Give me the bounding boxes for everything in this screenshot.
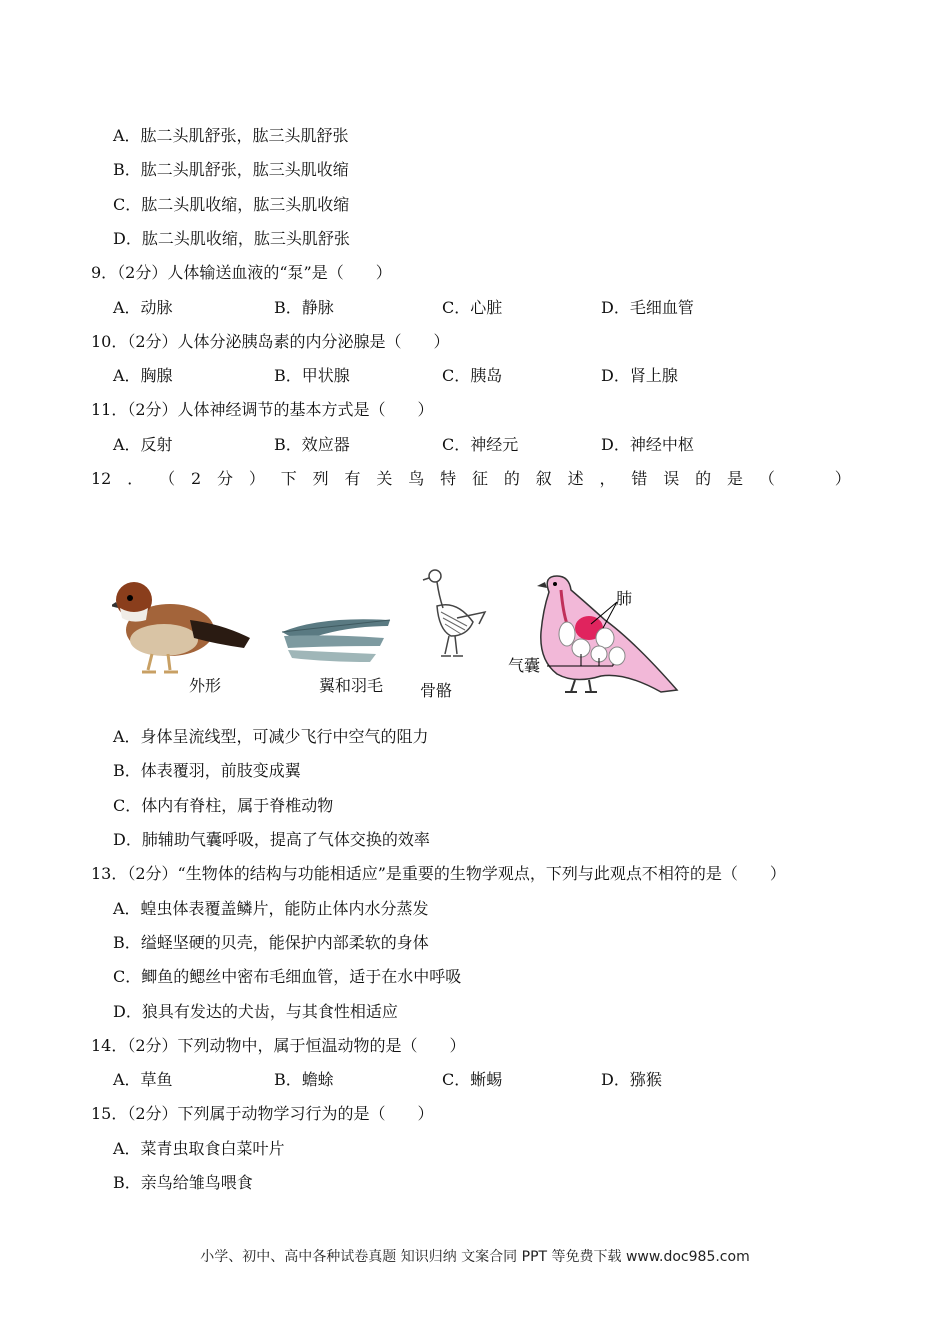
q11-stem: 11．（2分）人体神经调节的基本方式是（ ）: [91, 400, 434, 419]
q14-option-d: D．猕猴: [601, 1070, 662, 1089]
q8-option-a: A．肱二头肌舒张，肱三头肌舒张: [113, 126, 349, 145]
q15-option-b: B．亲鸟给雏鸟喂食: [113, 1173, 253, 1192]
q9-stem: 9．（2分）人体输送血液的“泵”是（ ）: [91, 263, 392, 282]
q9-option-b: B．静脉: [274, 298, 334, 317]
q15-stem: 15．（2分）下列属于动物学习行为的是（ ）: [91, 1104, 434, 1123]
wing-figure: [280, 612, 392, 666]
q14-option-a: A．草鱼: [113, 1070, 173, 1089]
caption-skeleton: 骨骼: [420, 681, 453, 700]
sparrow-figure: [112, 568, 258, 680]
caption-air-sac: 气囊: [508, 656, 541, 675]
q13-option-a: A．蝗虫体表覆盖鳞片，能防止体内水分蒸发: [113, 899, 429, 918]
q13-stem: 13．（2分）“生物体的结构与功能相适应”是重要的生物学观点，下列与此观点不相符的是（ ）: [91, 864, 786, 883]
q8-option-b: B．肱二头肌舒张，肱三头肌收缩: [113, 160, 349, 179]
q13-option-c: C．鲫鱼的鳃丝中密布毛细血管，适于在水中呼吸: [113, 967, 462, 986]
q14-option-b: B．蟾蜍: [274, 1070, 334, 1089]
q14-stem: 14．（2分）下列动物中，属于恒温动物的是（ ）: [91, 1036, 466, 1055]
q11-option-d: D．神经中枢: [601, 435, 694, 454]
q9-option-d: D．毛细血管: [601, 298, 694, 317]
q10-option-d: D．肾上腺: [601, 366, 678, 385]
q12-option-d: D．肺辅助气囊呼吸，提高了气体交换的效率: [113, 830, 430, 849]
q15-option-a: A．菜青虫取食白菜叶片: [113, 1139, 285, 1158]
q12-option-c: C．体内有脊柱，属于脊椎动物: [113, 796, 334, 815]
q12-stem: 12 ． （ 2 分 ） 下 列 有 关 鸟 特 征 的 叙 述 ， 错 误 的 是 （ ）: [91, 469, 851, 488]
q14-option-c: C．蜥蜴: [442, 1070, 503, 1089]
q8-option-d: D．肱二头肌收缩，肱三头肌舒张: [113, 229, 350, 248]
page-footer: 小学、初中、高中各种试卷真题 知识归纳 文案合同 PPT 等免费下载 www.doc985.com: [200, 1249, 750, 1265]
q11-option-b: B．效应器: [274, 435, 350, 454]
q10-option-b: B．甲状腺: [274, 366, 350, 385]
q10-stem: 10．（2分）人体分泌胰岛素的内分泌腺是（ ）: [91, 332, 450, 351]
q12-option-a: A．身体呈流线型，可减少飞行中空气的阻力: [113, 727, 429, 746]
q11-option-a: A．反射: [113, 435, 173, 454]
q12-option-b: B．体表覆羽，前肢变成翼: [113, 761, 301, 780]
skeleton-figure: [417, 566, 489, 660]
caption-wing: 翼和羽毛: [319, 676, 384, 695]
respiratory-figure: [505, 572, 683, 698]
q9-option-c: C．心脏: [442, 298, 503, 317]
q11-option-c: C．神经元: [442, 435, 519, 454]
caption-lung: 肺: [616, 589, 633, 608]
q8-option-c: C．肱二头肌收缩，肱三头肌收缩: [113, 195, 350, 214]
q13-option-b: B．缢蛏坚硬的贝壳，能保护内部柔软的身体: [113, 933, 429, 952]
caption-shape: 外形: [189, 676, 222, 695]
q13-option-d: D．狼具有发达的犬齿，与其食性相适应: [113, 1002, 398, 1021]
q10-option-c: C．胰岛: [442, 366, 503, 385]
q10-option-a: A．胸腺: [113, 366, 173, 385]
q9-option-a: A．动脉: [113, 298, 173, 317]
